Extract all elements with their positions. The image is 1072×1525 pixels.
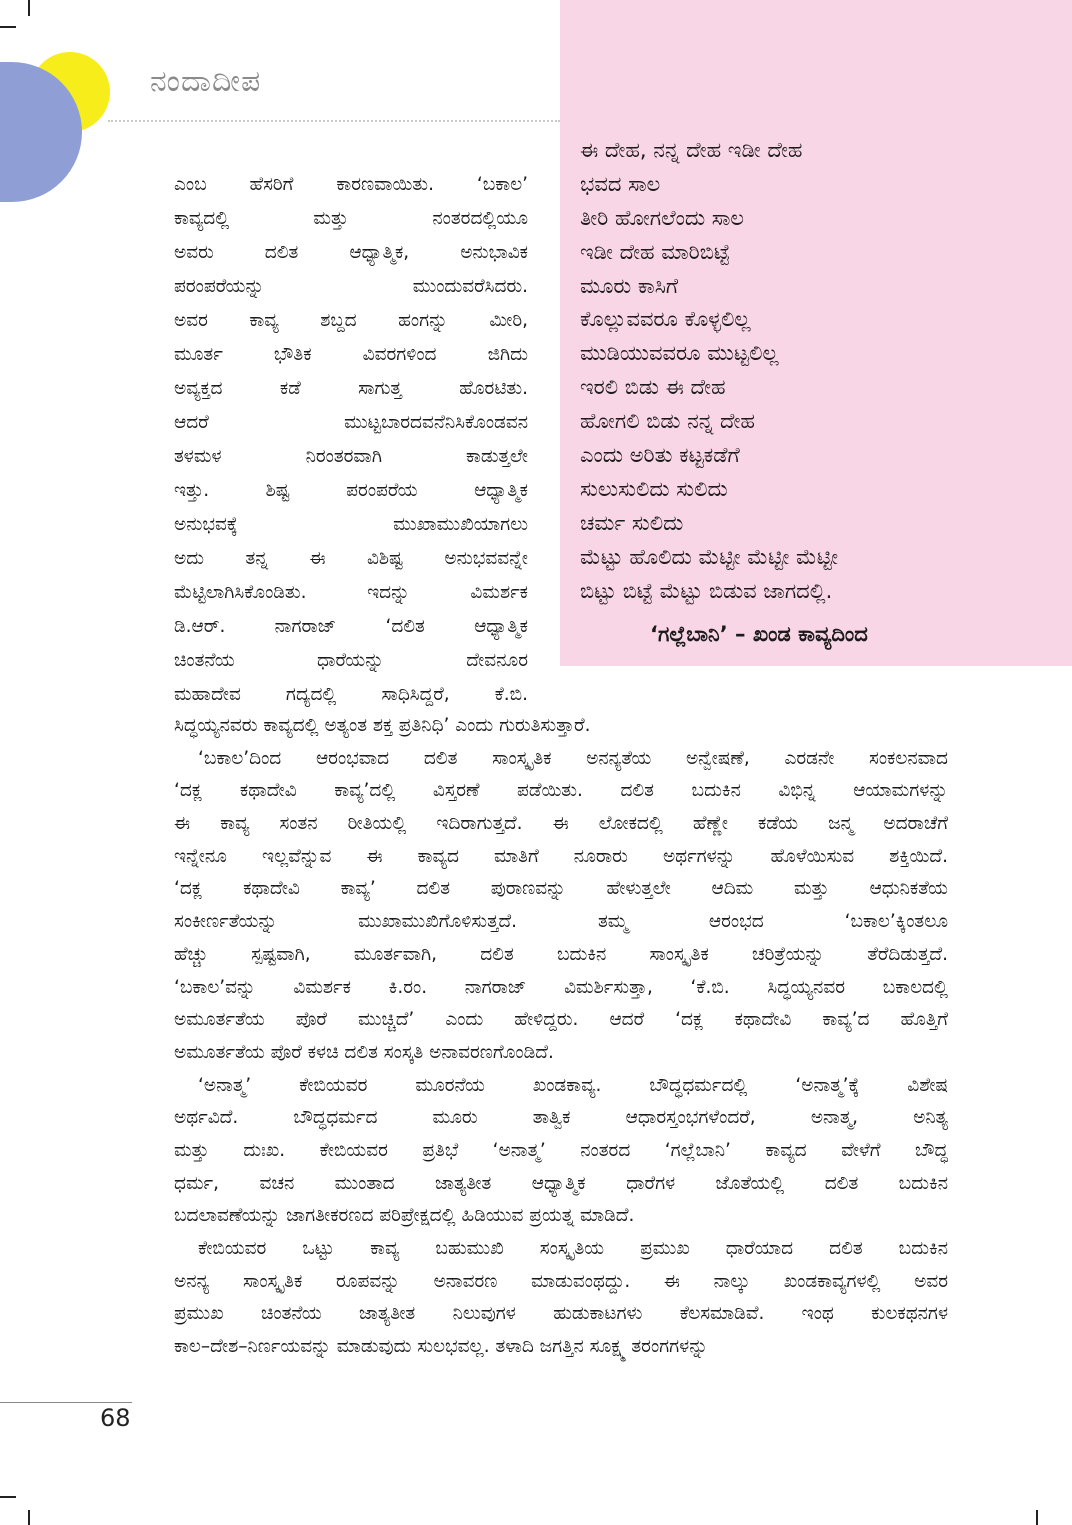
poem [580, 134, 1050, 608]
body-text [174, 710, 948, 1364]
crop-mark [1036, 1510, 1038, 1525]
body-line: ಅನನ್ಯ ಸಾಂಸ್ಕೃತಿಕ ರೂಪವನ್ನು ಅನಾವರಣ ಮಾಡುವಂಥದ್ದು. ಈ ನಾಲ್ಕು ಖಂಡಕಾವ್ಯಗಳಲ್ಲಿ ಅವರ [174, 1270, 948, 1292]
column-line: ಮೆಟ್ಟಿಲಾಗಿಸಿಕೊಂಡಿತು. ಇದನ್ನು ವಿಮರ್ಶಕ [174, 582, 528, 603]
body-line: ಸಿದ್ಧಯ್ಯನವರು ಕಾವ್ಯದಲ್ಲಿ ಅತ್ಯಂತ ಶಕ್ತ ಪ್ರತಿನಿಧಿ’ ಎಂದು ಗುರುತಿಸುತ್ತಾರೆ. [174, 715, 591, 736]
column-line: ಆದರೆ ಮುಟ್ಟಬಾರದವನೆನಿಸಿಕೊಂಡವನ [174, 412, 528, 433]
poem-line: ತೀರಿ ಹೋಗಲೆಂದು ಸಾಲ [580, 205, 744, 230]
left-column-text [174, 168, 528, 712]
poem-line: ಮೆಟ್ಟು ಹೊಲಿದು ಮೆಟ್ಟೀ ಮೆಟ್ಟೀ ಮೆಟ್ಟೀ [580, 544, 839, 569]
body-line: ಅಮೂರ್ತತೆಯ ಪೊರೆ ಕಳಚಿ ದಲಿತ ಸಂಸ್ಕತಿ ಅನಾವರಣಗೊಂಡಿದೆ. [174, 1041, 554, 1063]
body-line: ‘ದಕ್ಲ ಕಥಾದೇವಿ ಕಾವ್ಯ’ ದಲಿತ ಪುರಾಣವನ್ನು ಹೇಳುತ್ತಲೇ ಆದಿಮ ಮತ್ತು ಆಧುನಿಕತೆಯ [174, 878, 948, 900]
column-line: ಚಿಂತನೆಯ ಧಾರೆಯನ್ನು ದೇವನೂರ [174, 650, 528, 671]
poem-line: ಚರ್ಮ ಸುಲಿದು [580, 510, 684, 535]
column-line: ಅವರು ದಲಿತ ಆಧ್ಯಾತ್ಮಿಕ, ಅನುಭಾವಿಕ [174, 242, 528, 263]
crop-mark [28, 0, 30, 16]
body-line: ‘ದಕ್ಲ ಕಥಾದೇವಿ ಕಾವ್ಯ’ದಲ್ಲಿ ವಿಸ್ತರಣೆ ಪಡೆಯಿತು. ದಲಿತ ಬದುಕಿನ ವಿಭಿನ್ನ ಆಯಾಮಗಳನ್ನು [174, 780, 948, 802]
body-line: ‘ಬಕಾಲ’ವನ್ನು ವಿಮರ್ಶಕ ಕಿ.ರಂ. ನಾಗರಾಜ್ ವಿಮರ್ಶಿಸುತ್ತಾ, ‘ಕೆ.ಬಿ. ಸಿದ್ಧಯ್ಯನವರ ಬಕಾಲದಲ್ಲಿ [174, 976, 948, 998]
body-line: ಈ ಕಾವ್ಯ ಸಂತನ ರೀತಿಯಲ್ಲಿ ಇದಿರಾಗುತ್ತದೆ. ಈ ಲೋಕದಲ್ಲಿ ಹೆಣ್ಣೇ ಕಡೆಯ ಜನ್ಮ ಅದರಾಚೆಗೆ [174, 813, 948, 835]
body-line: ಧರ್ಮ, ವಚನ ಮುಂತಾದ ಜಾತ್ಯತೀತ ಆಧ್ಯಾತ್ಮಿಕ ಧಾರೆಗಳ ಜೊತೆಯಲ್ಲಿ ದಲಿತ ಬದುಕಿನ [174, 1172, 948, 1194]
body-line: ಮತ್ತು ದುಃಖ. ಕೇಬಿಯವರ ಪ್ರತಿಭೆ ‘ಅನಾತ್ಮ’ ನಂತರದ ‘ಗಲ್ಲೆಬಾನಿ’ ಕಾವ್ಯದ ವೇಳೆಗೆ ಬೌದ್ಧ [174, 1139, 948, 1161]
body-line: ಕೇಬಿಯವರ ಒಟ್ಟು ಕಾವ್ಯ ಬಹುಮುಖಿ ಸಂಸ್ಕೃತಿಯ ಪ್ರಮುಖ ಧಾರೆಯಾದ ದಲಿತ ಬದುಕಿನ [198, 1238, 948, 1259]
body-line: ‘ಅನಾತ್ಮ’ ಕೇಬಿಯವರ ಮೂರನೆಯ ಖಂಡಕಾವ್ಯ. ಬೌದ್ಧಧರ್ಮದಲ್ಲಿ ‘ಅನಾತ್ಮ’ಕ್ಕೆ ವಿಶೇಷ [198, 1074, 948, 1096]
column-line: ಅವ್ಯಕ್ತದ ಕಡೆ ಸಾಗುತ್ತ ಹೊರಟಿತು. [174, 378, 528, 399]
column-line: ಮೂರ್ತ ಭೌತಿಕ ವಿವರಗಳಿಂದ ಜಿಗಿದು [174, 344, 528, 365]
body-line: ಅಮೂರ್ತತೆಯ ಪೊರೆ ಮುಚ್ಚಿದೆ’ ಎಂದು ಹೇಳಿದ್ದರು. ಆದರೆ ‘ದಕ್ಲ ಕಥಾದೇವಿ ಕಾವ್ಯ’ದ ಹೊತ್ತಿಗೆ [174, 1009, 948, 1031]
body-line: ಪ್ರಮುಖ ಚಿಂತನೆಯ ಜಾತ್ಯತೀತ ನಿಲುವುಗಳ ಹುಡುಕಾಟಗಳು ಕೆಲಸಮಾಡಿವೆ. ಇಂಥ ಕುಲಕಥನಗಳ [174, 1303, 948, 1325]
poem-line: ಬಿಟ್ಟು ಬಿಟ್ಟೆ ಮೆಟ್ಟು ಬಿಡುವ ಜಾಗದಲ್ಲಿ. [580, 578, 833, 603]
column-line: ಅನುಭವಕ್ಕೆ ಮುಖಾಮುಖಿಯಾಗಲು [174, 514, 528, 535]
body-line: ಇನ್ನೇನೂ ಇಲ್ಲವೆನ್ನುವ ಈ ಕಾವ್ಯದ ಮಾತಿಗೆ ನೂರಾರು ಅರ್ಥಗಳನ್ನು ಹೊಳೆಯಿಸುವ ಶಕ್ತಿಯಿದೆ. [174, 845, 948, 867]
column-line: ಅವರ ಕಾವ್ಯ ಶಬ್ದದ ಹಂಗನ್ನು ಮೀರಿ, [174, 310, 528, 331]
poem-source: ‘ಗಲ್ಲೆಬಾನಿ’ – ಖಂಡ ಕಾವ್ಯದಿಂದ [650, 622, 868, 646]
poem-line: ಎಂದು ಅರಿತು ಕಟ್ಟಕಡೆಗೆ [580, 443, 740, 468]
crop-mark [0, 1496, 16, 1498]
folio-rule [0, 1402, 132, 1403]
body-line: ‘ಬಕಾಲ’ದಿಂದ ಆರಂಭವಾದ ದಲಿತ ಸಾಂಸ್ಕೃತಿಕ ಅನನ್ಯತೆಯ ಅನ್ವೇಷಣೆ, ಎರಡನೇ ಸಂಕಲನವಾದ [198, 747, 948, 769]
poem-line: ಮೂರು ಕಾಸಿಗೆ [580, 273, 679, 298]
body-line: ಕಾಲ–ದೇಶ–ನಿರ್ಣಯವನ್ನು ಮಾಡುವುದು ಸುಲಭವಲ್ಲ. ತಳಾದಿ ಜಗತ್ತಿನ ಸೂಕ್ಷ್ಮ ತರಂಗಗಳನ್ನು [174, 1336, 708, 1358]
column-line: ಇತ್ತು. ಶಿಷ್ಟ ಪರಂಪರೆಯ ಆಧ್ಯಾತ್ಮಿಕ [174, 480, 528, 501]
crop-mark [0, 26, 16, 28]
poem-line: ಸುಲುಸುಲಿದು ಸುಲಿದು [580, 476, 728, 501]
poem-line: ಹೋಗಲಿ ಬಿಡು ನನ್ನ ದೇಹ [580, 409, 755, 434]
crop-mark [28, 1510, 30, 1525]
column-line: ಡಿ.ಆರ್. ನಾಗರಾಜ್ ‘ದಲಿತ ಆಧ್ಯಾತ್ಮಿಕ [174, 616, 528, 637]
header-dotted-rule [108, 120, 560, 122]
body-line: ಸಂಕೀರ್ಣತೆಯನ್ನು ಮುಖಾಮುಖಿಗೊಳಿಸುತ್ತದೆ. ತಮ್ಮ ಆರಂಭದ ‘ಬಕಾಲ’ಕ್ಕಿಂತಲೂ [174, 911, 948, 933]
poem-line: ಈ ದೇಹ, ನನ್ನ ದೇಹ ಇಡೀ ದೇಹ [580, 138, 803, 162]
poem-line: ಭವದ ಸಾಲ [580, 171, 661, 196]
column-line: ಮಹಾದೇವ ಗದ್ಯದಲ್ಲಿ ಸಾಧಿಸಿದ್ದರೆ, ಕೆ.ಬಿ. [174, 684, 528, 705]
column-line: ತಳಮಳ ನಿರಂತರವಾಗಿ ಕಾಡುತ್ತಲೇ [174, 446, 528, 467]
body-line: ಅರ್ಥವಿದೆ. ಬೌದ್ಧಧರ್ಮದ ಮೂರು ತಾತ್ವಿಕ ಆಧಾರಸ್ತಂಭಗಳೆಂದರೆ, ಅನಾತ್ಮ, ಅನಿತ್ಯ [174, 1107, 948, 1129]
body-line: ಹೆಚ್ಚು ಸ್ಪಷ್ಟವಾಗಿ, ಮೂರ್ತವಾಗಿ, ದಲಿತ ಬದುಕಿನ ಸಾಂಸ್ಕೃತಿಕ ಚರಿತ್ರೆಯನ್ನು ತೆರೆದಿಡುತ್ತದೆ. [174, 943, 948, 965]
column-line: ಪರಂಪರೆಯನ್ನು ಮುಂದುವರೆಸಿದರು. [174, 276, 528, 297]
body-line: ಬದಲಾವಣೆಯನ್ನು ಜಾಗತೀಕರಣದ ಪರಿಪ್ರೇಕ್ಷದಲ್ಲಿ ಹಿಡಿಯುವ ಪ್ರಯತ್ನ ಮಾಡಿದೆ. [174, 1205, 635, 1227]
running-header-title: ನಂದಾದೀಪ [150, 64, 262, 99]
page-number: 68 [100, 1404, 131, 1432]
column-line: ಎಂಬ ಹೆಸರಿಗೆ ಕಾರಣವಾಯಿತು. ‘ಬಕಾಲ’ [174, 174, 528, 195]
poem-line: ಇರಲಿ ಬಿಡು ಈ ದೇಹ [580, 375, 726, 400]
poem-line: ಇಡೀ ದೇಹ ಮಾರಿಬಿಟ್ಟೆ [580, 239, 730, 264]
column-line: ಕಾವ್ಯದಲ್ಲಿ ಮತ್ತು ನಂತರದಲ್ಲಿಯೂ [174, 208, 528, 229]
poem-line: ಮುಡಿಯುವವರೂ ಮುಟ್ಟಲಿಲ್ಲ [580, 341, 779, 366]
column-line: ಅದು ತನ್ನ ಈ ವಿಶಿಷ್ಟ ಅನುಭವವನ್ನೇ [174, 548, 528, 569]
poem-line: ಕೊಲ್ಲುವವರೂ ಕೊಳ್ಳಲಿಲ್ಲ [580, 307, 751, 332]
